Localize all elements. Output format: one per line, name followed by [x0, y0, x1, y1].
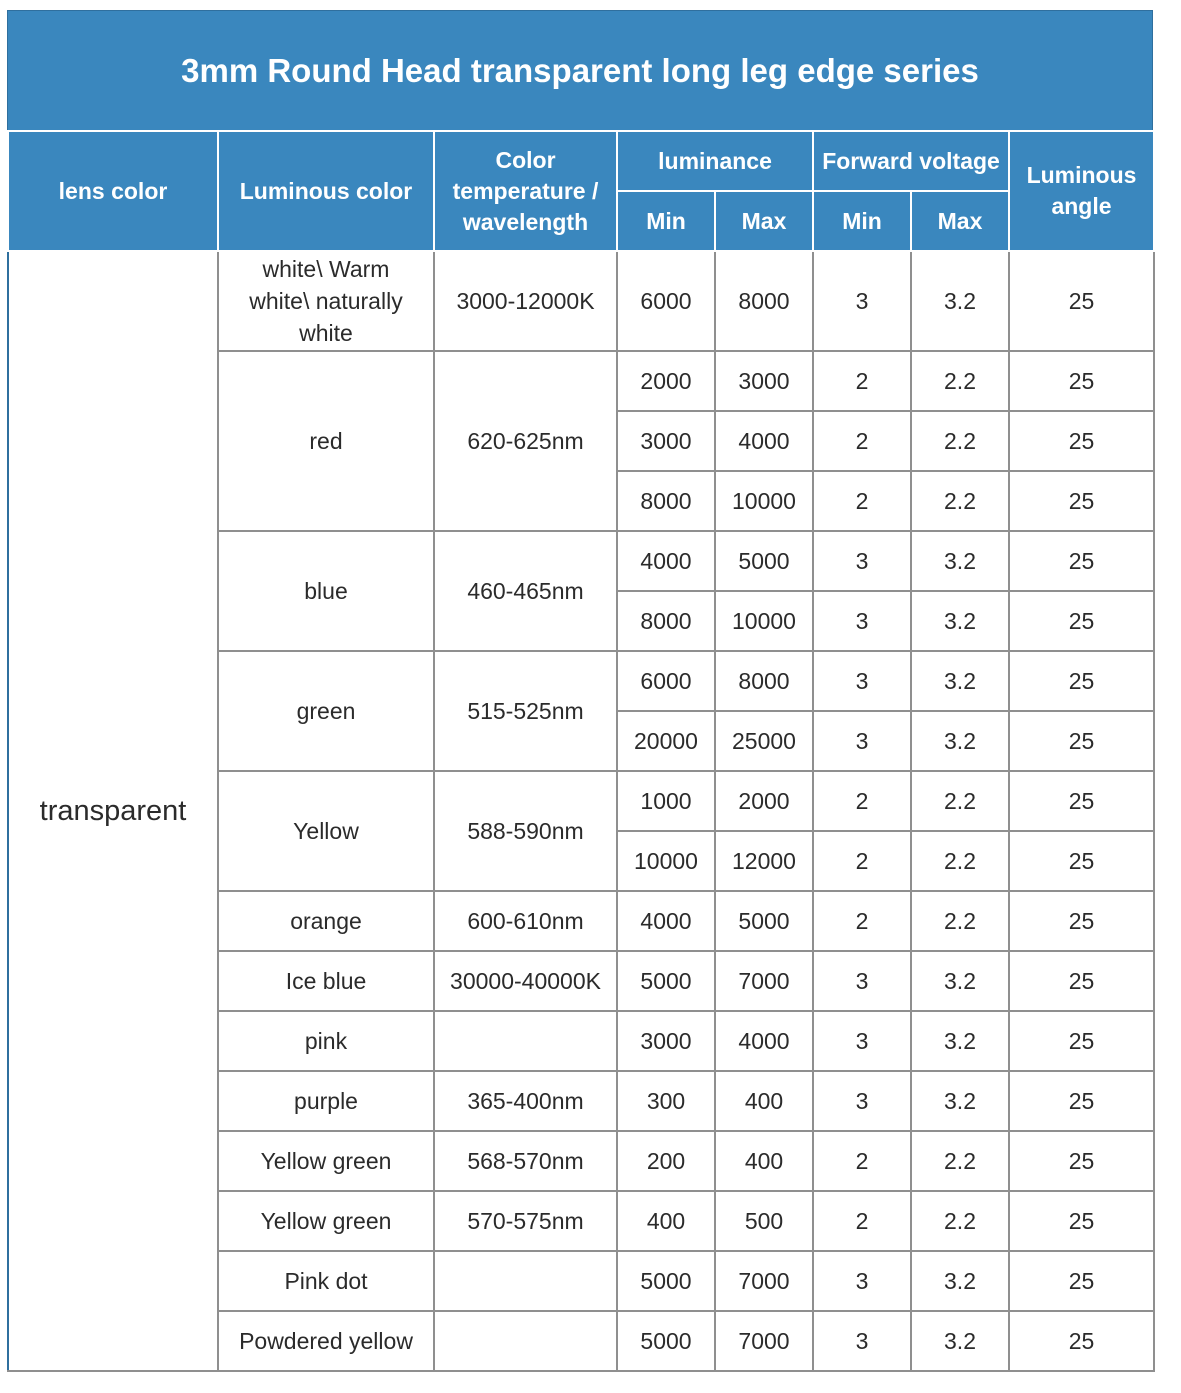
wavelength-cell: 365-400nm	[434, 1071, 617, 1131]
voltage-max-cell: 3.2	[911, 1251, 1009, 1311]
angle-cell: 25	[1009, 351, 1154, 411]
luminance-max-cell: 12000	[715, 831, 813, 891]
angle-cell: 25	[1009, 711, 1154, 771]
angle-cell: 25	[1009, 471, 1154, 531]
angle-cell: 25	[1009, 1071, 1154, 1131]
header-luminous-angle: Luminous angle	[1009, 131, 1154, 251]
luminous-color-cell: pink	[218, 1011, 434, 1071]
angle-cell: 25	[1009, 1251, 1154, 1311]
spec-table	[7, 130, 1155, 1372]
voltage-min-cell: 2	[813, 471, 911, 531]
voltage-max-cell: 2.2	[911, 1131, 1009, 1191]
voltage-min-cell: 3	[813, 711, 911, 771]
header-luminance-min: Min	[617, 191, 715, 251]
luminance-max-cell: 10000	[715, 471, 813, 531]
voltage-max-cell: 3.2	[911, 1311, 1009, 1371]
wavelength-cell: 600-610nm	[434, 891, 617, 951]
luminous-color-cell: green	[218, 651, 434, 771]
voltage-max-cell: 3.2	[911, 651, 1009, 711]
voltage-max-cell: 2.2	[911, 831, 1009, 891]
luminance-min-cell: 20000	[617, 711, 715, 771]
luminous-color-cell: red	[218, 351, 434, 531]
voltage-max-cell: 3.2	[911, 711, 1009, 771]
luminance-max-cell: 500	[715, 1191, 813, 1251]
luminance-max-cell: 4000	[715, 1011, 813, 1071]
voltage-min-cell: 2	[813, 831, 911, 891]
header-luminous-color: Luminous color	[218, 131, 434, 251]
luminance-max-cell: 7000	[715, 1311, 813, 1371]
luminance-max-cell: 8000	[715, 651, 813, 711]
header-luminance: luminance	[617, 131, 813, 191]
angle-cell: 25	[1009, 591, 1154, 651]
voltage-min-cell: 3	[813, 591, 911, 651]
luminance-max-cell: 5000	[715, 891, 813, 951]
voltage-min-cell: 2	[813, 771, 911, 831]
luminance-max-cell: 4000	[715, 411, 813, 471]
wavelength-cell	[434, 1311, 617, 1371]
luminance-min-cell: 300	[617, 1071, 715, 1131]
luminance-min-cell: 6000	[617, 251, 715, 351]
wavelength-cell: 30000-40000K	[434, 951, 617, 1011]
header-lens-color: lens color	[8, 131, 218, 251]
luminance-min-cell: 3000	[617, 1011, 715, 1071]
voltage-min-cell: 2	[813, 411, 911, 471]
angle-cell: 25	[1009, 831, 1154, 891]
voltage-min-cell: 3	[813, 1251, 911, 1311]
wavelength-cell: 3000-12000K	[434, 251, 617, 351]
angle-cell: 25	[1009, 651, 1154, 711]
spec-sheet	[7, 10, 1153, 1372]
luminous-color-cell: Ice blue	[218, 951, 434, 1011]
luminous-color-cell: Yellow	[218, 771, 434, 891]
angle-cell: 25	[1009, 1191, 1154, 1251]
luminous-color-cell: Yellow green	[218, 1131, 434, 1191]
voltage-max-cell: 3.2	[911, 951, 1009, 1011]
luminance-max-cell: 7000	[715, 1251, 813, 1311]
voltage-max-cell: 3.2	[911, 1011, 1009, 1071]
wavelength-cell: 460-465nm	[434, 531, 617, 651]
table-row	[8, 251, 1154, 351]
header-voltage-min: Min	[813, 191, 911, 251]
voltage-max-cell: 3.2	[911, 1071, 1009, 1131]
voltage-max-cell: 3.2	[911, 531, 1009, 591]
voltage-min-cell: 3	[813, 651, 911, 711]
angle-cell: 25	[1009, 411, 1154, 471]
angle-cell: 25	[1009, 1311, 1154, 1371]
luminance-max-cell: 7000	[715, 951, 813, 1011]
luminance-min-cell: 5000	[617, 1251, 715, 1311]
wavelength-cell: 620-625nm	[434, 351, 617, 531]
luminance-max-cell: 5000	[715, 531, 813, 591]
angle-cell: 25	[1009, 1131, 1154, 1191]
voltage-max-cell: 2.2	[911, 1191, 1009, 1251]
luminous-color-cell: white\ Warm white\ naturally white	[218, 251, 434, 351]
voltage-max-cell: 2.2	[911, 891, 1009, 951]
luminous-color-cell: Pink dot	[218, 1251, 434, 1311]
angle-cell: 25	[1009, 951, 1154, 1011]
luminance-min-cell: 4000	[617, 531, 715, 591]
luminance-min-cell: 2000	[617, 351, 715, 411]
wavelength-cell: 570-575nm	[434, 1191, 617, 1251]
luminance-min-cell: 5000	[617, 951, 715, 1011]
angle-cell: 25	[1009, 251, 1154, 351]
angle-cell: 25	[1009, 771, 1154, 831]
luminance-max-cell: 400	[715, 1071, 813, 1131]
table-body	[8, 251, 1154, 1371]
angle-cell: 25	[1009, 1011, 1154, 1071]
voltage-min-cell: 3	[813, 1071, 911, 1131]
luminance-max-cell: 10000	[715, 591, 813, 651]
voltage-max-cell: 2.2	[911, 771, 1009, 831]
luminous-color-cell: blue	[218, 531, 434, 651]
luminance-max-cell: 2000	[715, 771, 813, 831]
luminance-min-cell: 5000	[617, 1311, 715, 1371]
luminance-min-cell: 4000	[617, 891, 715, 951]
table-title: 3mm Round Head transparent long leg edge series	[7, 10, 1153, 130]
luminance-max-cell: 8000	[715, 251, 813, 351]
voltage-min-cell: 2	[813, 351, 911, 411]
luminance-min-cell: 8000	[617, 591, 715, 651]
luminous-color-cell: orange	[218, 891, 434, 951]
header-forward-voltage: Forward voltage	[813, 131, 1009, 191]
voltage-max-cell: 2.2	[911, 351, 1009, 411]
wavelength-cell: 568-570nm	[434, 1131, 617, 1191]
luminance-max-cell: 400	[715, 1131, 813, 1191]
wavelength-cell	[434, 1251, 617, 1311]
voltage-min-cell: 2	[813, 1191, 911, 1251]
voltage-min-cell: 3	[813, 531, 911, 591]
voltage-min-cell: 2	[813, 891, 911, 951]
luminance-min-cell: 1000	[617, 771, 715, 831]
wavelength-cell: 515-525nm	[434, 651, 617, 771]
voltage-min-cell: 3	[813, 1011, 911, 1071]
lens-color-cell: transparent	[8, 251, 218, 1371]
luminance-min-cell: 6000	[617, 651, 715, 711]
voltage-min-cell: 3	[813, 951, 911, 1011]
voltage-max-cell: 2.2	[911, 411, 1009, 471]
wavelength-cell	[434, 1011, 617, 1071]
header-voltage-max: Max	[911, 191, 1009, 251]
luminance-min-cell: 200	[617, 1131, 715, 1191]
luminance-min-cell: 10000	[617, 831, 715, 891]
voltage-max-cell: 3.2	[911, 251, 1009, 351]
wavelength-cell: 588-590nm	[434, 771, 617, 891]
voltage-max-cell: 3.2	[911, 591, 1009, 651]
luminance-max-cell: 25000	[715, 711, 813, 771]
voltage-min-cell: 3	[813, 1311, 911, 1371]
luminance-min-cell: 3000	[617, 411, 715, 471]
luminance-max-cell: 3000	[715, 351, 813, 411]
header-luminance-max: Max	[715, 191, 813, 251]
angle-cell: 25	[1009, 891, 1154, 951]
header-color-temperature: Color temperature / wavelength	[434, 131, 617, 251]
luminous-color-cell: Yellow green	[218, 1191, 434, 1251]
angle-cell: 25	[1009, 531, 1154, 591]
luminance-min-cell: 400	[617, 1191, 715, 1251]
voltage-min-cell: 2	[813, 1131, 911, 1191]
luminance-min-cell: 8000	[617, 471, 715, 531]
luminous-color-cell: purple	[218, 1071, 434, 1131]
luminous-color-cell: Powdered yellow	[218, 1311, 434, 1371]
voltage-min-cell: 3	[813, 251, 911, 351]
voltage-max-cell: 2.2	[911, 471, 1009, 531]
